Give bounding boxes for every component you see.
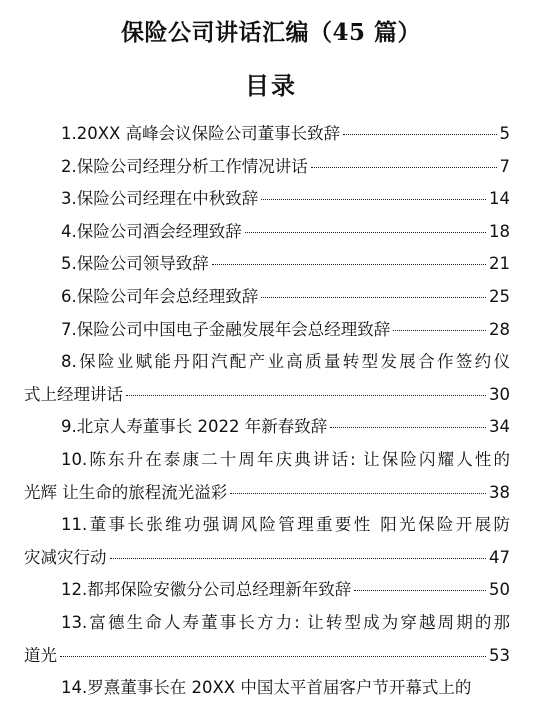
toc-dot-leader [126,395,486,396]
toc-entry-title: 10.陈东升在泰康二十周年庆典讲话: 让保险闪耀人性的 [61,449,510,469]
toc-page-number: 50 [489,580,510,600]
toc-entry-line [24,411,510,444]
toc-entry[interactable] [24,281,510,314]
toc-entry-line [24,281,510,314]
toc-entry[interactable] [24,151,510,184]
toc-entry-title: 11.董事长张维功强调风险管理重要性 阳光保险开展防 [61,515,510,535]
toc-entry-line [24,444,510,477]
toc-dot-leader [245,232,486,233]
toc-dot-leader [261,297,486,298]
toc-entry-title: 式上经理讲话 [24,384,123,404]
toc-entry-title: 7.保险公司中国电子金融发展年会总经理致辞 [61,319,391,339]
toc-entry[interactable] [24,183,510,216]
toc-entry-title: 13.富德生命人寿董事长方力: 让转型成为穿越周期的那 [61,612,510,632]
toc-dot-leader [60,656,486,657]
toc-page-number: 7 [499,156,510,176]
toc-entry[interactable] [24,574,510,607]
toc-entry-line [24,118,510,151]
toc-entry[interactable] [24,509,510,574]
toc-dot-leader [212,264,486,265]
toc-entry[interactable] [24,346,510,411]
toc-dot-leader [330,427,486,428]
toc-page-number: 30 [489,384,510,404]
toc-entry-title: 灾减灾行动 [24,547,107,567]
toc-entry-line [24,574,510,607]
toc-entry[interactable] [24,672,510,705]
toc-entry-line [24,542,510,575]
toc-entry-title: 5.保险公司领导致辞 [61,254,209,274]
toc-dot-leader [343,134,496,135]
toc-entry-title: 2.保险公司经理分析工作情况讲话 [61,156,308,176]
table-of-contents [24,118,510,705]
toc-dot-leader [393,330,486,331]
toc-page-number: 28 [489,319,510,339]
toc-entry[interactable] [24,411,510,444]
toc-entry[interactable] [24,444,510,509]
toc-entry-title: 3.保险公司经理在中秋致辞 [61,189,259,209]
toc-entry-line [24,314,510,347]
toc-entry[interactable] [24,248,510,281]
toc-heading: 目录 [245,71,297,100]
toc-page-number: 53 [489,645,510,665]
toc-entry-line [24,216,510,249]
toc-page-number: 5 [499,124,510,143]
toc-entry-title: 9.北京人寿董事长 2022 年新春致辞 [61,417,328,437]
toc-page-number: 14 [489,189,510,209]
toc-entry-line [24,379,510,412]
toc-entry-line [24,346,510,379]
toc-dot-leader [261,199,486,200]
toc-entry-line [24,509,510,542]
toc-dot-leader [110,558,487,559]
toc-entry-line [24,607,510,640]
toc-dot-leader [354,590,486,591]
toc-entry-title: 14.罗熹董事长在 20XX 中国太平首届客户节开幕式上的 [61,678,472,698]
toc-dot-leader [230,493,486,494]
toc-dot-leader [311,167,497,168]
toc-entry-title: 光辉 让生命的旅程流光溢彩 [24,482,228,502]
toc-entry[interactable] [24,314,510,347]
toc-page-number: 34 [489,417,510,437]
toc-page-number: 47 [489,547,510,567]
toc-entry-line [24,183,510,216]
toc-page-number: 21 [489,254,510,274]
toc-entry-title: 8.保险业赋能丹阳汽配产业高质量转型发展合作签约仪 [61,352,510,372]
toc-entry-line [24,151,510,184]
toc-entry-title: 1.20XX 高峰会议保险公司董事长致辞 [61,124,341,143]
toc-entry-title: 6.保险公司年会总经理致辞 [61,286,259,306]
toc-entry-line [24,477,510,510]
toc-entry-line [24,640,510,673]
toc-page-number: 38 [489,482,510,502]
toc-page-number: 25 [489,286,510,306]
toc-entry[interactable] [24,607,510,672]
toc-entry-line [24,248,510,281]
toc-entry-title: 4.保险公司酒会经理致辞 [61,221,242,241]
toc-entry[interactable] [24,118,510,151]
toc-page-number: 18 [489,221,510,241]
toc-entry-title: 12.都邦保险安徽分公司总经理新年致辞 [61,580,352,600]
toc-entry-line [24,672,510,705]
toc-entry[interactable] [24,216,510,249]
toc-entry-title: 道光 [24,645,57,665]
document-title: 保险公司讲话汇编（45 篇） [120,19,421,46]
